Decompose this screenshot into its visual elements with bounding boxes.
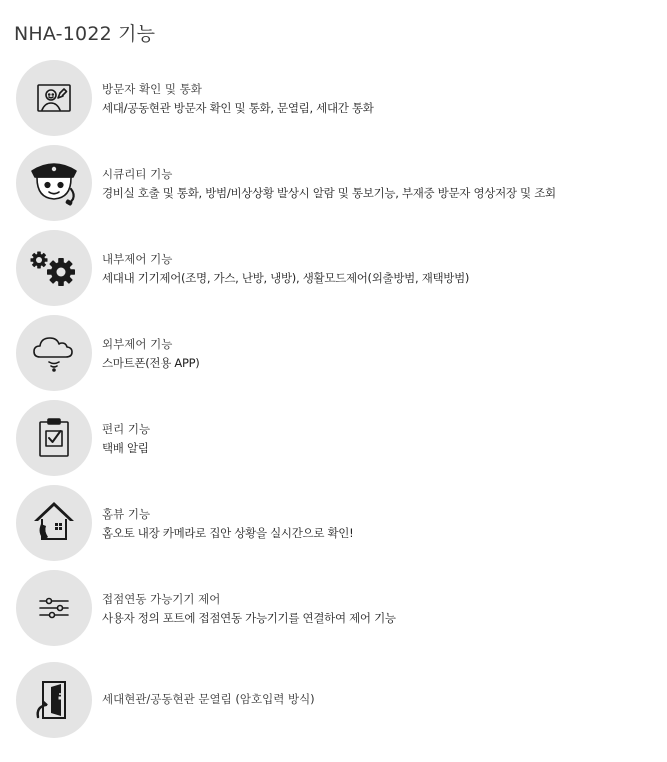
- feature-title: 내부제어 기능: [102, 252, 173, 266]
- security-guard-icon: [16, 145, 92, 221]
- feature-title: 외부제어 기능: [102, 337, 173, 351]
- feature-desc: 세대/공동현관 방문자 확인 및 통화, 문열림, 세대간 통화: [102, 101, 374, 115]
- feature-item-convenience: [16, 400, 656, 476]
- feature-item-contact-control: [16, 570, 656, 646]
- feature-title: 시큐리티 기능: [102, 167, 173, 181]
- sliders-icon: [16, 570, 92, 646]
- feature-desc: 스마트폰(전용 APP): [102, 356, 200, 370]
- clipboard-check-icon: [16, 400, 92, 476]
- gears-icon: [16, 230, 92, 306]
- feature-item-home-view: [16, 485, 656, 561]
- feature-item-internal-control: [16, 230, 656, 306]
- feature-desc: 세대내 기기제어(조명, 가스, 난방, 냉방), 생활모드제어(외출방범, 재택방범): [102, 271, 470, 285]
- feature-title: 홈뷰 기능: [102, 507, 151, 521]
- page-title: NHA-1022 기능: [14, 23, 156, 45]
- feature-title: 세대현관/공동현관 문열림 (암호입력 방식): [102, 692, 315, 706]
- feature-title: 방문자 확인 및 통화: [102, 82, 202, 96]
- feature-item-door-entry: [16, 662, 656, 738]
- feature-item-security: [16, 145, 656, 221]
- feature-item-visitor: [16, 60, 656, 136]
- cloud-wireless-icon: [16, 315, 92, 391]
- feature-title: 편리 기능: [102, 422, 151, 436]
- home-phone-icon: [16, 485, 92, 561]
- feature-item-external-control: [16, 315, 656, 391]
- feature-desc: 경비실 호출 및 통화, 방범/비상상황 발상시 알람 및 통보기능, 부재중 방문자 영상저장 및 조회: [102, 186, 556, 200]
- feature-desc: 택배 알림: [102, 441, 149, 455]
- feature-title: 접점연동 가능기기 제어: [102, 592, 221, 606]
- feature-desc: 사용자 정의 포트에 접점연동 가능기기를 연결하여 제어 기능: [102, 611, 396, 625]
- visitor-video-icon: [16, 60, 92, 136]
- door-entry-icon: [16, 662, 92, 738]
- feature-desc: 홈오토 내장 카메라로 집안 상황을 실시간으로 확인!: [102, 526, 354, 540]
